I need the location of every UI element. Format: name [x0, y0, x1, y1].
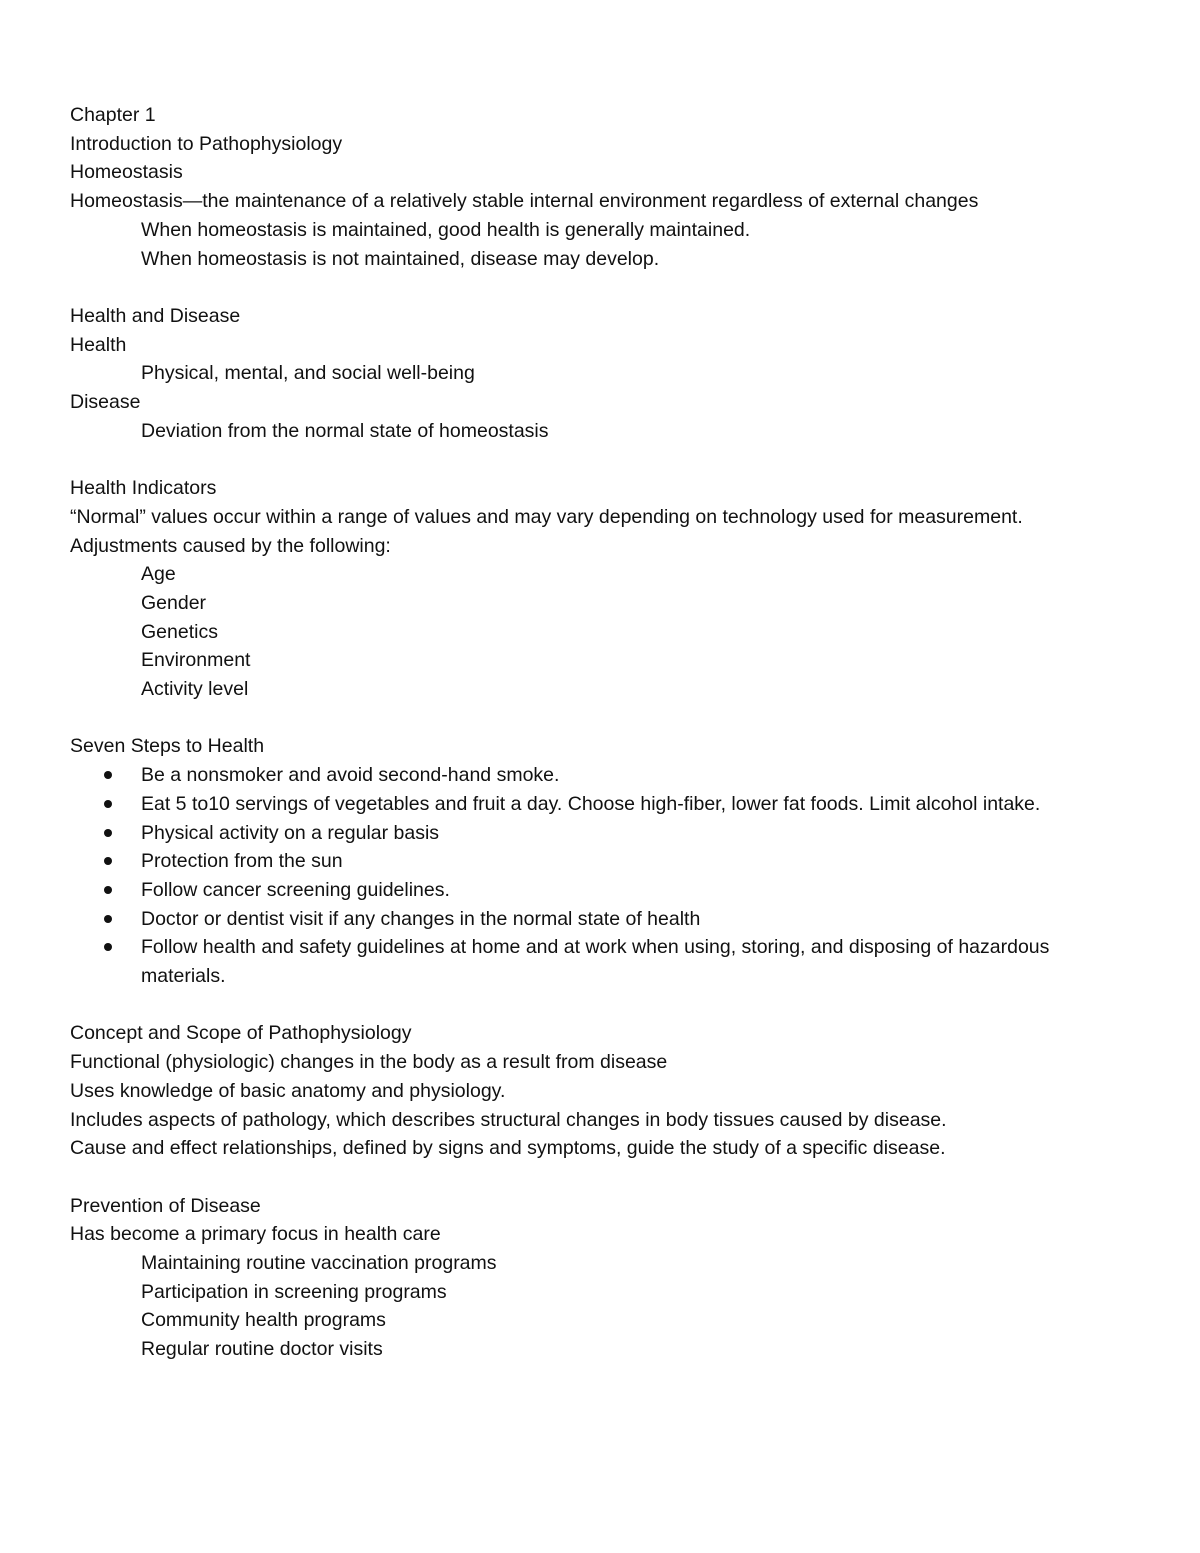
homeostasis-heading: Homeostasis — [70, 161, 183, 184]
disease-label: Disease — [70, 391, 141, 414]
prevention-item: Regular routine doctor visits — [141, 1338, 383, 1361]
spacer — [70, 704, 1140, 733]
adjustment-factor: Age — [141, 563, 176, 586]
prevention-item: Maintaining routine vaccination programs — [141, 1252, 497, 1275]
list-item — [70, 847, 1061, 876]
list-item-text: Follow cancer screening guidelines. — [141, 878, 450, 901]
list-item — [70, 876, 1061, 905]
list-item-text: Eat 5 to10 servings of vegetables and fruit a day. Choose high-fiber, lower fat foods. Limit alcohol intake. — [141, 792, 1041, 815]
spacer — [70, 445, 1140, 474]
list-item-text: Protection from the sun — [141, 850, 343, 873]
list-item — [70, 819, 1061, 848]
health-indicators-heading: Health Indicators — [70, 477, 217, 500]
document-body — [70, 101, 1140, 1364]
seven-steps-list — [70, 761, 1140, 991]
list-item — [70, 790, 1061, 819]
spacer — [70, 273, 1140, 302]
homeostasis-point: When homeostasis is maintained, good health is generally maintained. — [141, 218, 751, 241]
prevention-intro: Has become a primary focus in health care — [70, 1223, 441, 1246]
list-item-text: Physical activity on a regular basis — [141, 821, 440, 844]
list-item-text: Doctor or dentist visit if any changes in the normal state of health — [141, 907, 701, 930]
list-item — [70, 933, 1061, 990]
adjustment-factor: Gender — [141, 591, 207, 614]
adjustments-intro: Adjustments caused by the following: — [70, 534, 391, 557]
prevention-item: Participation in screening programs — [141, 1280, 447, 1303]
bullet-icon — [104, 943, 112, 951]
bullet-icon — [104, 857, 112, 865]
homeostasis-point: When homeostasis is not maintained, disease may develop. — [141, 247, 660, 270]
adjustment-factor: Activity level — [141, 678, 249, 701]
adjustment-factor: Genetics — [141, 620, 218, 643]
adjustment-factor: Environment — [141, 649, 251, 672]
health-definition: Physical, mental, and social well-being — [141, 362, 475, 385]
list-item-text: Be a nonsmoker and avoid second-hand smoke. — [141, 764, 560, 787]
bullet-icon — [104, 829, 112, 837]
normal-values-text: “Normal” values occur within a range of values and may vary depending on technology used for measurement. — [70, 505, 1023, 528]
spacer — [70, 1163, 1140, 1192]
concept-line: Functional (physiologic) changes in the body as a result from disease — [70, 1051, 668, 1074]
seven-steps-heading: Seven Steps to Health — [70, 735, 265, 758]
prevention-heading: Prevention of Disease — [70, 1194, 261, 1217]
list-item — [70, 761, 1061, 790]
health-label: Health — [70, 333, 127, 356]
concept-line: Includes aspects of pathology, which describes structural changes in body tissues caused by disease. — [70, 1108, 947, 1131]
disease-definition: Deviation from the normal state of homeostasis — [141, 419, 549, 442]
bullet-icon — [104, 771, 112, 779]
concept-scope-heading: Concept and Scope of Pathophysiology — [70, 1022, 412, 1045]
bullet-icon — [104, 800, 112, 808]
chapter-title: Introduction to Pathophysiology — [70, 132, 343, 155]
bullet-icon — [104, 915, 112, 923]
health-disease-heading: Health and Disease — [70, 304, 241, 327]
bullet-icon — [104, 886, 112, 894]
list-item — [70, 905, 1061, 934]
prevention-item: Community health programs — [141, 1309, 386, 1332]
spacer — [70, 991, 1140, 1020]
concept-line: Uses knowledge of basic anatomy and physiology. — [70, 1079, 506, 1102]
list-item-text: Follow health and safety guidelines at home and at work when using, storing, and disposing of hazardous materials. — [141, 936, 1050, 988]
chapter-number: Chapter 1 — [70, 104, 156, 126]
homeostasis-definition: Homeostasis—the maintenance of a relatively stable internal environment regardless of external changes — [70, 190, 979, 213]
concept-line: Cause and effect relationships, defined by signs and symptoms, guide the study of a specific disease. — [70, 1137, 946, 1160]
